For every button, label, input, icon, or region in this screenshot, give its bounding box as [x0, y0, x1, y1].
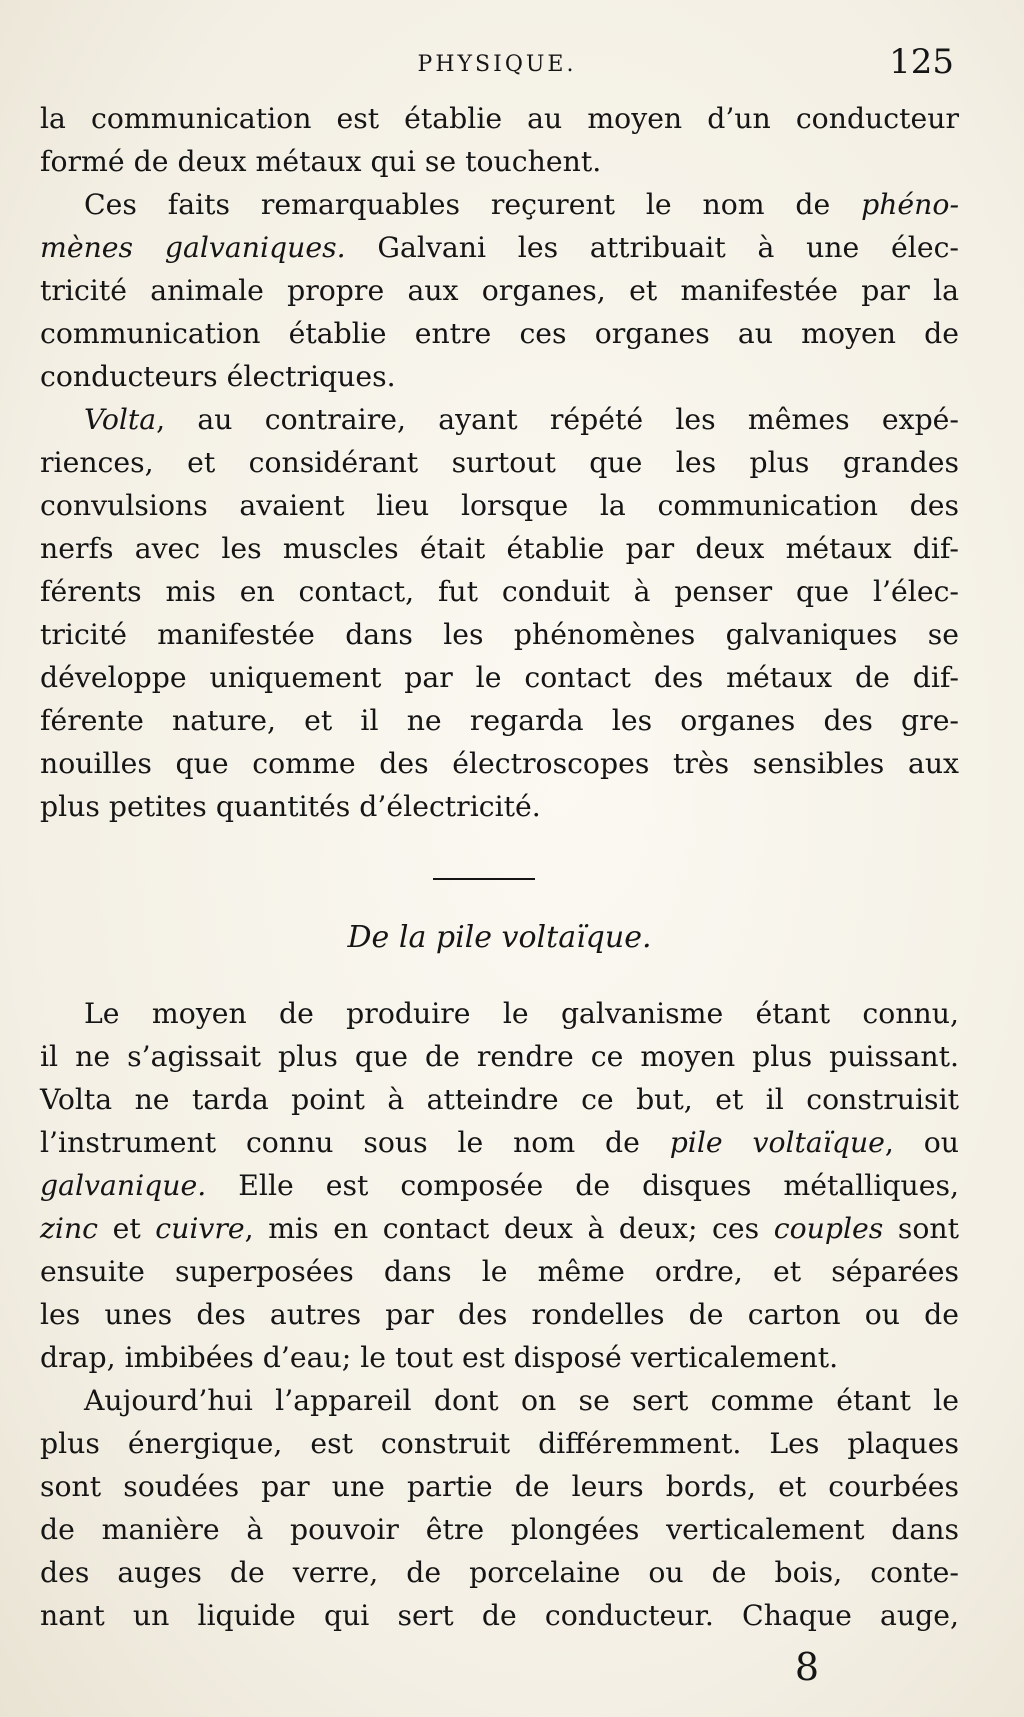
text-line: la communication est établie au moyen d’un conducteur [40, 102, 959, 135]
italic-term: couples [773, 1212, 884, 1245]
text-run: Ces faits remarquables reçurent le nom de [84, 188, 862, 221]
text-line: sont soudées par une partie de leurs bords, et courbées [40, 1470, 959, 1503]
text-run: Elle est composée de disques métalliques, [206, 1169, 959, 1202]
text-line: plus petites quantités d’électricité. [40, 790, 541, 823]
text-line: Aujourd’hui l’appareil dont on se sert comme étant le [84, 1384, 959, 1417]
text-line: drap, imbibées d’eau; le tout est disposé verticalement. [40, 1341, 839, 1374]
running-title: PHYSIQUE. [417, 52, 577, 77]
text-line [40, 1121, 959, 1164]
text-run: et [98, 1212, 156, 1245]
text-line: développe uniquement par le contact des métaux de dif- [40, 661, 959, 694]
text-line: conducteurs électriques. [40, 360, 396, 393]
text-line: les unes des autres par des rondelles de carton ou de [40, 1298, 959, 1331]
text-line: tricité manifestée dans les phénomènes galvaniques se [40, 618, 959, 651]
section-divider [433, 878, 535, 880]
text-block-upper [40, 97, 959, 828]
text-line [40, 226, 959, 269]
text-line: Le moyen de produire le galvanisme étant connu, [84, 997, 959, 1030]
text-block-lower [40, 992, 959, 1637]
section-title: De la pile voltaïque. [347, 920, 652, 955]
text-line: riences, et considérant surtout que les plus grandes [40, 446, 959, 479]
text-line: de manière à pouvoir être plongées verticalement dans [40, 1513, 959, 1546]
text-line: Volta ne tarda point à atteindre ce but, et il construisit [40, 1083, 959, 1116]
text-run: , mis en contact deux à deux; ces [244, 1212, 774, 1245]
page-number: 125 [889, 42, 954, 82]
italic-term: pile voltaïque [669, 1126, 885, 1159]
text-line: ensuite superposées dans le même ordre, et séparées [40, 1255, 959, 1288]
text-line: convulsions avaient lieu lorsque la communication des [40, 489, 959, 522]
text-line: des auges de verre, de porcelaine ou de bois, conte- [40, 1556, 959, 1589]
text-line: férents mis en contact, fut conduit à penser que l’élec- [40, 575, 959, 608]
text-run: l’instrument connu sous le nom de [40, 1126, 670, 1159]
page-header [40, 40, 954, 90]
text-run: , ou [884, 1126, 959, 1159]
italic-term: zinc [40, 1212, 99, 1245]
text-run: , au contraire, ayant répété les mêmes expé- [156, 403, 959, 436]
italic-term: Volta [84, 403, 157, 436]
text-line: il ne s’agissait plus que de rendre ce moyen plus puissant. [40, 1040, 959, 1073]
text-line: communication établie entre ces organes au moyen de [40, 317, 959, 350]
text-line: férente nature, et il ne regarda les organes des gre- [40, 704, 959, 737]
text-line: nant un liquide qui sert de conducteur. Chaque auge, [40, 1599, 959, 1632]
text-line [40, 398, 959, 441]
text-line [40, 1207, 959, 1250]
text-run: sont [883, 1212, 959, 1245]
signature-mark: 8 [794, 1645, 819, 1689]
text-line: tricité animale propre aux organes, et manifestée par la [40, 274, 959, 307]
italic-term: cuivre [155, 1212, 245, 1245]
italic-term: galvanique. [40, 1169, 207, 1202]
text-line: formé de deux métaux qui se touchent. [40, 145, 602, 178]
text-run: Galvani les attribuait à une élec- [345, 231, 959, 264]
italic-term: mènes galvaniques. [40, 231, 346, 264]
text-line: plus énergique, est construit différemment. Les plaques [40, 1427, 959, 1460]
text-line: nouilles que comme des électroscopes très sensibles aux [40, 747, 959, 780]
text-line [40, 1164, 959, 1207]
text-line [40, 183, 959, 226]
text-line: nerfs avec les muscles était établie par deux métaux dif- [40, 532, 959, 565]
italic-term: phéno- [861, 188, 959, 221]
